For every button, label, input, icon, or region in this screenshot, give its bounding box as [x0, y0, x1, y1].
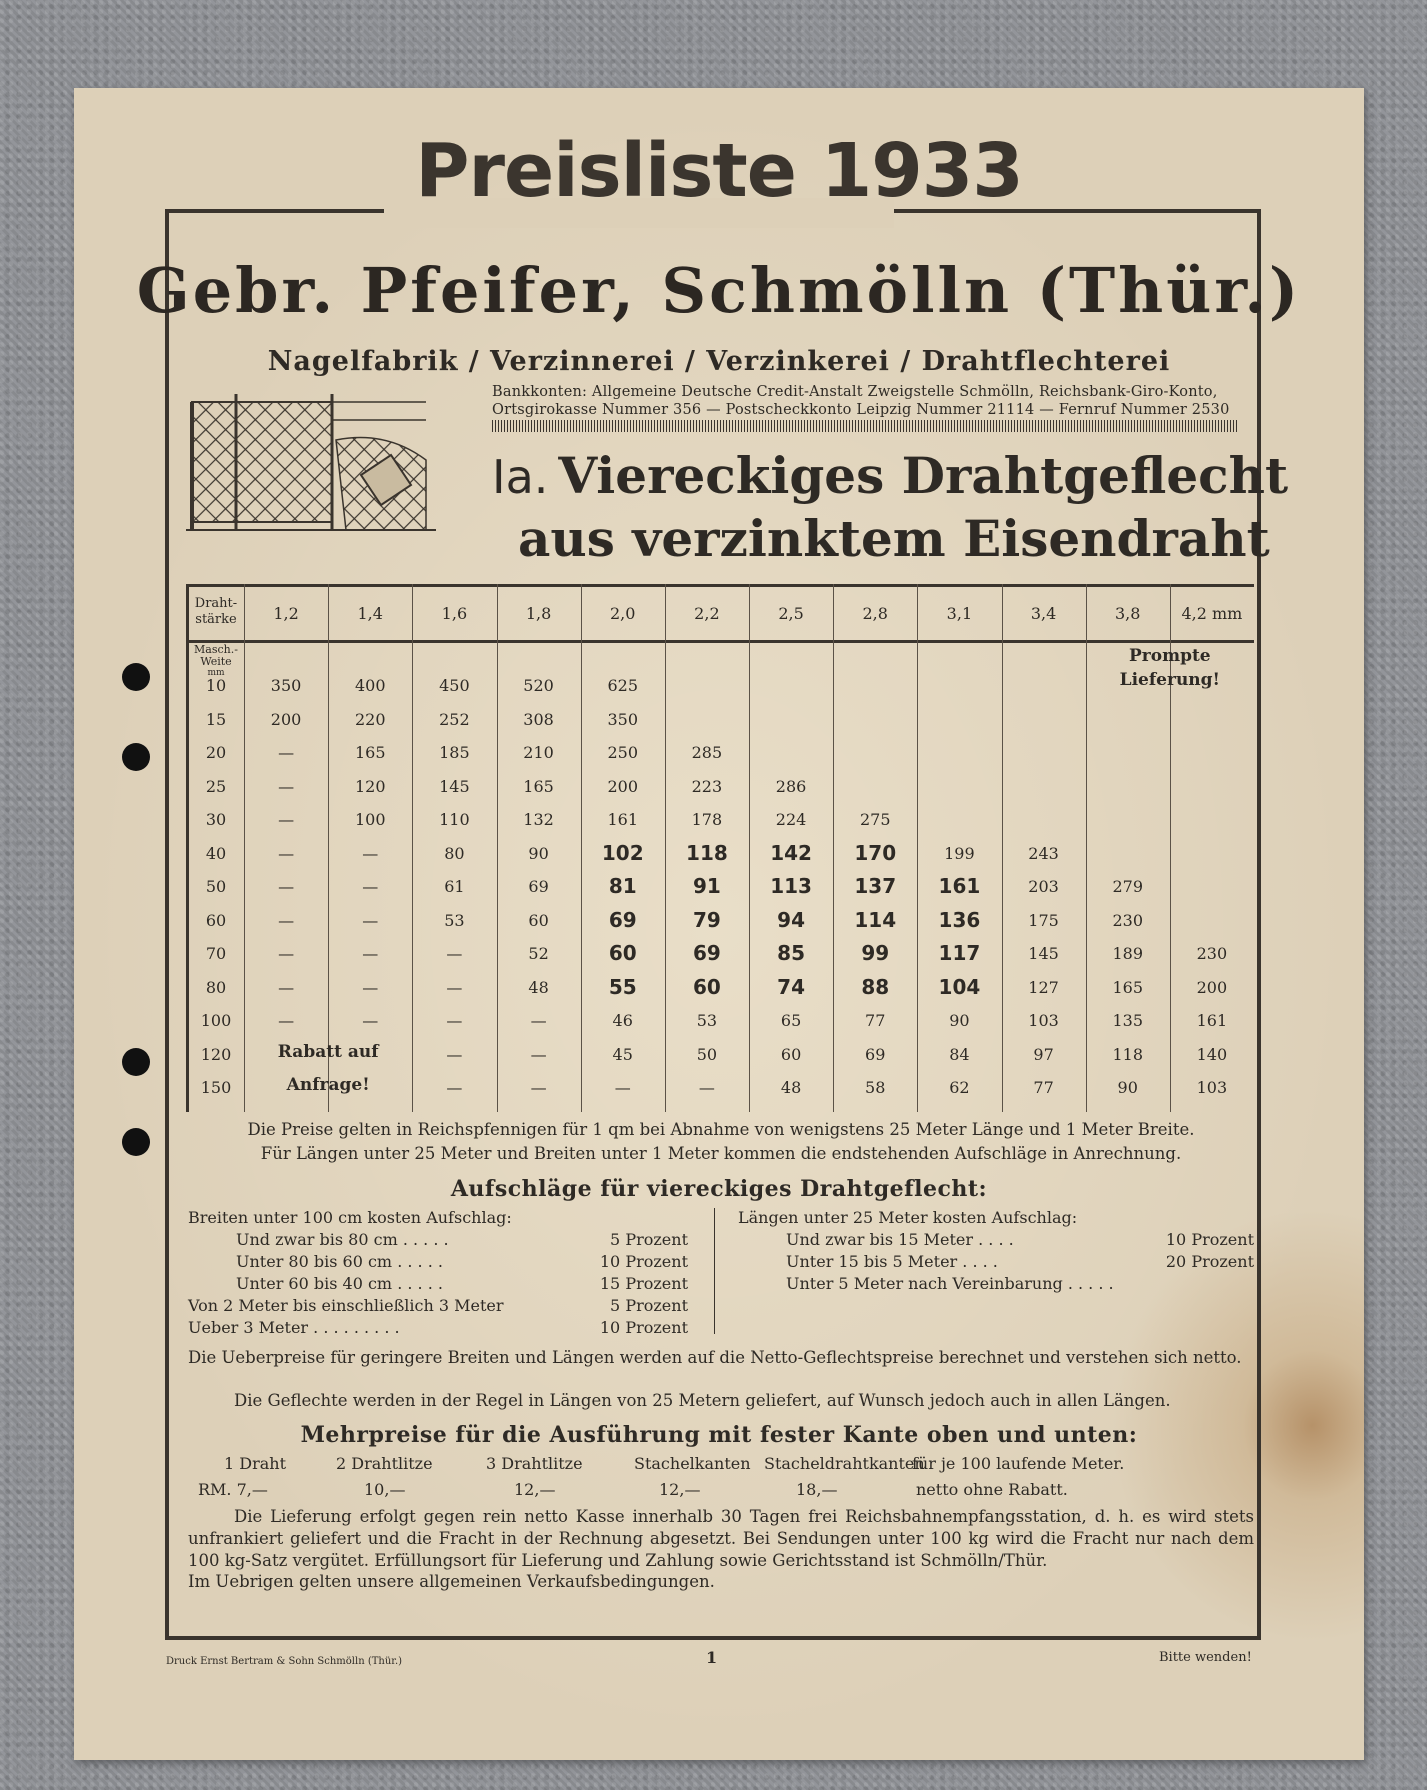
- price-cell: 200: [607, 776, 638, 796]
- price-cell: 118: [1112, 1044, 1143, 1064]
- price-cell: 65: [780, 1011, 802, 1030]
- row-mesh-width: 15: [205, 709, 227, 729]
- table-left-border: [186, 584, 189, 1112]
- price-cell: 91: [692, 874, 721, 898]
- price-cell: 199: [944, 843, 975, 863]
- price-cell: —: [446, 1011, 463, 1030]
- price-cell: 62: [949, 1078, 970, 1097]
- price-cell: 400: [354, 676, 386, 695]
- punch-hole: [122, 663, 150, 691]
- price-cell: 90: [949, 1011, 970, 1030]
- surcharge-heading: Längen unter 25 Meter kosten Aufschlag:: [738, 1208, 1078, 1227]
- price-cell: 69: [528, 877, 549, 896]
- price-cell: 210: [523, 743, 554, 762]
- surcharge-item-value: 20 Prozent: [1165, 1252, 1254, 1271]
- price-cell: —: [278, 843, 295, 863]
- table-header-rule: [188, 640, 1254, 643]
- price-cell: 50: [696, 1044, 718, 1064]
- price-cell: 243: [1028, 843, 1059, 863]
- price-cell: 165: [523, 776, 554, 796]
- surcharge-item-value: 10 Prozent: [1165, 1230, 1254, 1249]
- header-label-wire: Draht-: [194, 596, 238, 611]
- table-top-rule: [188, 584, 1254, 587]
- company-subtitle: Nagelfabrik / Verzinnerei / Verzinkerei / Drahtflechterei: [267, 346, 1171, 377]
- price-cell: 145: [1028, 944, 1059, 963]
- surcharge-item-value: 10 Prozent: [599, 1318, 688, 1337]
- company-name: Gebr. Pfeifer, Schmölln (Thür.): [136, 254, 1302, 327]
- price-cell: 117: [938, 941, 981, 965]
- discount-note: Anfrage!: [286, 1075, 370, 1095]
- price-list-sheet: [74, 88, 1364, 1760]
- price-cell: 102: [601, 840, 644, 865]
- price-cell: 625: [607, 676, 638, 695]
- turn-over-note: Bitte wenden!: [1159, 1650, 1252, 1665]
- extra-price-header: 3 Drahtlitze: [486, 1454, 583, 1473]
- price-cell: 120: [354, 776, 386, 796]
- price-cell: —: [446, 977, 463, 997]
- surcharge-item-label: Ueber 3 Meter . . . . . . . . .: [188, 1318, 400, 1337]
- extra-price-header: Stacheldrahtkanten: [764, 1454, 925, 1473]
- page-number: 1: [706, 1648, 718, 1667]
- price-cell: —: [278, 1011, 295, 1030]
- row-label-mesh: Masch.-: [194, 643, 238, 656]
- column-header: 4,2 mm: [1181, 604, 1243, 623]
- price-cell: 136: [938, 907, 981, 932]
- row-mesh-width: 10: [205, 676, 227, 695]
- column-header: 2,2: [694, 604, 720, 623]
- price-cell: 61: [444, 877, 465, 896]
- price-cell: 161: [938, 874, 981, 898]
- price-cell: —: [446, 944, 463, 963]
- price-cell: 69: [865, 1044, 886, 1064]
- surcharge-item-value: 10 Prozent: [599, 1252, 688, 1271]
- price-cell: 170: [854, 840, 897, 865]
- surcharge-item-label: Unter 60 bis 40 cm . . . . .: [236, 1274, 443, 1293]
- surcharge-item-label: Unter 15 bis 5 Meter . . . .: [786, 1252, 998, 1271]
- price-cell: 77: [1033, 1078, 1054, 1097]
- price-note: Die Preise gelten in Reichspfennigen für 1 qm bei Abnahme von wenigstens 25 Meter Länge und 1 Meter Breite.: [247, 1120, 1195, 1139]
- price-cell: —: [278, 877, 295, 896]
- price-cell: 161: [607, 810, 638, 829]
- row-mesh-width: 60: [205, 910, 227, 930]
- price-cell: 520: [523, 676, 554, 695]
- price-cell: 79: [692, 907, 721, 932]
- row-label-mesh: Weite: [200, 655, 232, 668]
- decorative-rule: [492, 420, 1237, 432]
- paragraph-delivery: Die Lieferung erfolgt gegen rein netto Kasse innerhalb 30 Tagen frei Reichsbahnempfangsstation, d. h. es wird stets unfrankiert geliefert und die Fracht in der Rechnung abgesetzt. Bei Sendungen unter 100 kg wird die Fracht nur nach dem 100 kg-Satz vergütet. Erfüllungsort für Lieferung und Zahlung sowie Gerichtsstand ist Schmölln/Thür.: [188, 1507, 1254, 1570]
- surcharge-item-value: 15 Prozent: [599, 1274, 688, 1293]
- punch-hole: [122, 743, 150, 771]
- price-cell: —: [362, 843, 379, 863]
- price-cell: —: [278, 910, 295, 930]
- price-cell: —: [362, 877, 379, 896]
- price-cell: 48: [780, 1078, 802, 1097]
- price-cell: 60: [780, 1044, 802, 1064]
- price-cell: 60: [608, 941, 637, 965]
- price-cell: 252: [439, 709, 470, 729]
- row-mesh-width: 50: [205, 877, 227, 896]
- price-cell: 77: [865, 1011, 886, 1030]
- column-header: 1,2: [273, 604, 299, 623]
- product-line-2: aus verzinktem Eisendraht: [518, 509, 1270, 568]
- price-cell: 308: [523, 709, 554, 729]
- paragraph-lengths: Die Geflechte werden in der Regel in Längen von 25 Metern geliefert, auf Wunsch jedoch auch in allen Längen.: [234, 1391, 1171, 1410]
- price-cell: —: [362, 1011, 379, 1030]
- price-cell: —: [446, 1044, 463, 1064]
- price-cell: 350: [270, 676, 302, 695]
- header-label-wire: stärke: [195, 612, 237, 627]
- row-mesh-width: 70: [205, 944, 227, 963]
- price-cell: 185: [439, 743, 470, 762]
- price-cell: 53: [444, 910, 465, 930]
- price-cell: —: [278, 776, 295, 796]
- price-cell: 90: [1117, 1078, 1138, 1097]
- price-cell: 142: [770, 840, 812, 865]
- price-cell: 46: [612, 1011, 633, 1030]
- price-cell: 114: [854, 907, 897, 932]
- extra-price-value: netto ohne Rabatt.: [916, 1480, 1068, 1499]
- row-label-mesh: mm: [207, 668, 225, 678]
- page-title: Preisliste 1933: [415, 128, 1023, 214]
- price-cell: 135: [1112, 1011, 1143, 1030]
- price-cell: 99: [861, 941, 890, 965]
- extra-price-header: 1 Draht: [224, 1454, 287, 1473]
- column-header: 2,8: [862, 604, 888, 623]
- price-cell: 45: [612, 1044, 633, 1064]
- surcharge-item-label: Und zwar bis 15 Meter . . . .: [786, 1230, 1014, 1249]
- column-header: 1,4: [357, 604, 383, 623]
- discount-note: Rabatt auf: [277, 1041, 379, 1062]
- extra-price-title: Mehrpreise für die Ausführung mit fester Kante oben und unten:: [300, 1422, 1138, 1448]
- row-mesh-width: 25: [205, 776, 227, 796]
- price-cell: 100: [354, 810, 386, 829]
- delivery-note: Prompte: [1129, 646, 1211, 666]
- surcharge-item-label: Unter 80 bis 60 cm . . . . .: [236, 1252, 443, 1271]
- surcharge-item-value: 5 Prozent: [610, 1230, 688, 1249]
- row-mesh-width: 20: [205, 743, 227, 762]
- bank-info-line: Bankkonten: Allgemeine Deutsche Credit-Anstalt Zweigstelle Schmölln, Reichsbank-Giro-Konto,: [492, 384, 1218, 400]
- price-cell: 110: [439, 810, 470, 829]
- price-cell: 230: [1196, 944, 1228, 963]
- price-cell: 69: [608, 907, 637, 932]
- price-cell: 84: [949, 1044, 970, 1064]
- price-cell: —: [278, 743, 295, 762]
- price-cell: 145: [439, 776, 470, 796]
- price-cell: —: [362, 977, 379, 997]
- price-cell: 74: [777, 974, 805, 999]
- extra-price-value: 18,—: [796, 1480, 838, 1499]
- extra-price-value: 12,—: [514, 1480, 556, 1499]
- extra-price-header: 2 Drahtlitze: [336, 1454, 433, 1473]
- punch-hole: [122, 1128, 150, 1156]
- price-cell: 90: [528, 843, 549, 863]
- price-cell: 165: [354, 743, 386, 762]
- price-cell: 223: [691, 776, 723, 796]
- row-mesh-width: 100: [200, 1011, 232, 1030]
- price-cell: 103: [1196, 1078, 1228, 1097]
- price-note: Für Längen unter 25 Meter und Breiten unter 1 Meter kommen die endstehenden Aufschläge in Anrechnung.: [260, 1144, 1182, 1163]
- price-cell: 250: [607, 743, 638, 762]
- price-cell: 88: [861, 974, 890, 999]
- price-cell: 285: [691, 743, 723, 762]
- row-mesh-width: 120: [200, 1044, 232, 1064]
- extra-price-value: 10,—: [364, 1480, 406, 1499]
- price-cell: 350: [607, 709, 638, 729]
- price-cell: 200: [1196, 977, 1228, 997]
- row-mesh-width: 40: [205, 843, 227, 863]
- price-cell: —: [530, 1011, 547, 1030]
- column-header: 1,8: [525, 604, 552, 623]
- extra-price-header: Stachelkanten: [634, 1454, 751, 1473]
- price-cell: 161: [1196, 1011, 1228, 1030]
- price-cell: —: [614, 1078, 631, 1097]
- column-header: 2,5: [778, 604, 804, 623]
- extra-price-value: RM. 7,—: [198, 1480, 268, 1499]
- price-cell: 94: [777, 907, 805, 932]
- price-cell: 230: [1112, 910, 1143, 930]
- surcharge-heading: Breiten unter 100 cm kosten Aufschlag:: [188, 1208, 512, 1227]
- price-cell: 140: [1196, 1044, 1228, 1064]
- price-cell: —: [698, 1078, 715, 1097]
- price-cell: 58: [865, 1078, 886, 1097]
- column-header: 3,4: [1030, 604, 1057, 623]
- price-cell: 200: [270, 709, 302, 729]
- surcharge-item-value: 5 Prozent: [610, 1296, 688, 1315]
- row-mesh-width: 80: [205, 977, 227, 997]
- price-cell: 85: [777, 941, 805, 965]
- price-cell: 175: [1028, 910, 1059, 930]
- surcharge-item-label: Unter 5 Meter nach Vereinbarung . . . . .: [786, 1274, 1114, 1293]
- punch-hole: [122, 1048, 150, 1076]
- product-line-1: Viereckiges Drahtgeflecht: [558, 446, 1289, 505]
- price-cell: 224: [775, 810, 807, 829]
- product-heading: [492, 445, 1289, 570]
- column-header: 3,8: [1115, 604, 1141, 623]
- surcharge-item-label: Von 2 Meter bis einschließlich 3 Meter: [188, 1296, 504, 1315]
- row-mesh-width: 30: [205, 810, 227, 829]
- price-cell: —: [530, 1078, 547, 1097]
- price-cell: —: [362, 944, 379, 963]
- price-cell: 48: [528, 977, 549, 997]
- price-cell: 104: [938, 974, 981, 999]
- price-cell: 279: [1112, 877, 1143, 896]
- price-cell: 97: [1033, 1044, 1054, 1064]
- price-cell: 203: [1028, 877, 1059, 896]
- price-cell: 165: [1112, 977, 1143, 997]
- price-cell: 113: [770, 874, 812, 898]
- price-cell: 137: [854, 874, 897, 898]
- price-cell: 118: [686, 840, 728, 865]
- price-cell: 80: [444, 843, 465, 863]
- price-cell: 69: [692, 941, 721, 965]
- paragraph-conditions: Im Uebrigen gelten unsere allgemeinen Verkaufsbedingungen.: [188, 1572, 715, 1591]
- row-mesh-width: 150: [200, 1078, 232, 1097]
- price-cell: —: [446, 1078, 463, 1097]
- price-cell: 286: [775, 776, 807, 796]
- price-cell: 275: [859, 810, 891, 829]
- price-cell: 55: [608, 974, 637, 999]
- price-cell: —: [278, 944, 295, 963]
- printer-imprint: Druck Ernst Bertram & Sohn Schmölln (Thür.): [166, 1656, 403, 1667]
- price-cell: 450: [439, 676, 470, 695]
- wire-mesh-fence-illustration: [186, 390, 442, 540]
- column-header: 1,6: [441, 604, 468, 623]
- price-cell: —: [278, 810, 295, 829]
- column-header: 3,1: [946, 604, 973, 623]
- bank-info-line: Ortsgirokasse Nummer 356 — Postscheckkonto Leipzig Nummer 21114 — Fernruf Nummer 2530: [492, 402, 1230, 418]
- price-cell: 60: [528, 910, 549, 930]
- price-cell: 103: [1028, 1011, 1059, 1030]
- price-cell: 52: [528, 944, 549, 963]
- price-cell: —: [278, 977, 295, 997]
- price-cell: 60: [692, 974, 721, 999]
- product-grade: Ia.: [492, 450, 549, 504]
- price-cell: 132: [523, 810, 554, 829]
- price-cell: —: [530, 1044, 547, 1064]
- surcharge-title: Aufschläge für viereckiges Drahtgeflecht:: [450, 1176, 988, 1202]
- column-divider: [714, 1208, 715, 1334]
- extra-price-value: 12,—: [659, 1480, 701, 1499]
- price-cell: 127: [1028, 977, 1059, 997]
- price-cell: 189: [1112, 944, 1143, 963]
- surcharge-item-label: Und zwar bis 80 cm . . . . .: [236, 1230, 449, 1249]
- price-cell: 178: [691, 810, 723, 829]
- price-cell: 81: [608, 874, 637, 898]
- price-cell: 220: [354, 709, 386, 729]
- price-cell: 53: [696, 1011, 718, 1030]
- paragraph-netto: Die Ueberpreise für geringere Breiten und Längen werden auf die Netto-Geflechtspreise berechnet und verstehen sich netto.: [188, 1348, 1242, 1367]
- column-header: 2,0: [610, 604, 636, 623]
- price-cell: —: [362, 910, 379, 930]
- extra-price-header: für je 100 laufende Meter.: [912, 1454, 1125, 1473]
- delivery-note: Lieferung!: [1119, 670, 1221, 690]
